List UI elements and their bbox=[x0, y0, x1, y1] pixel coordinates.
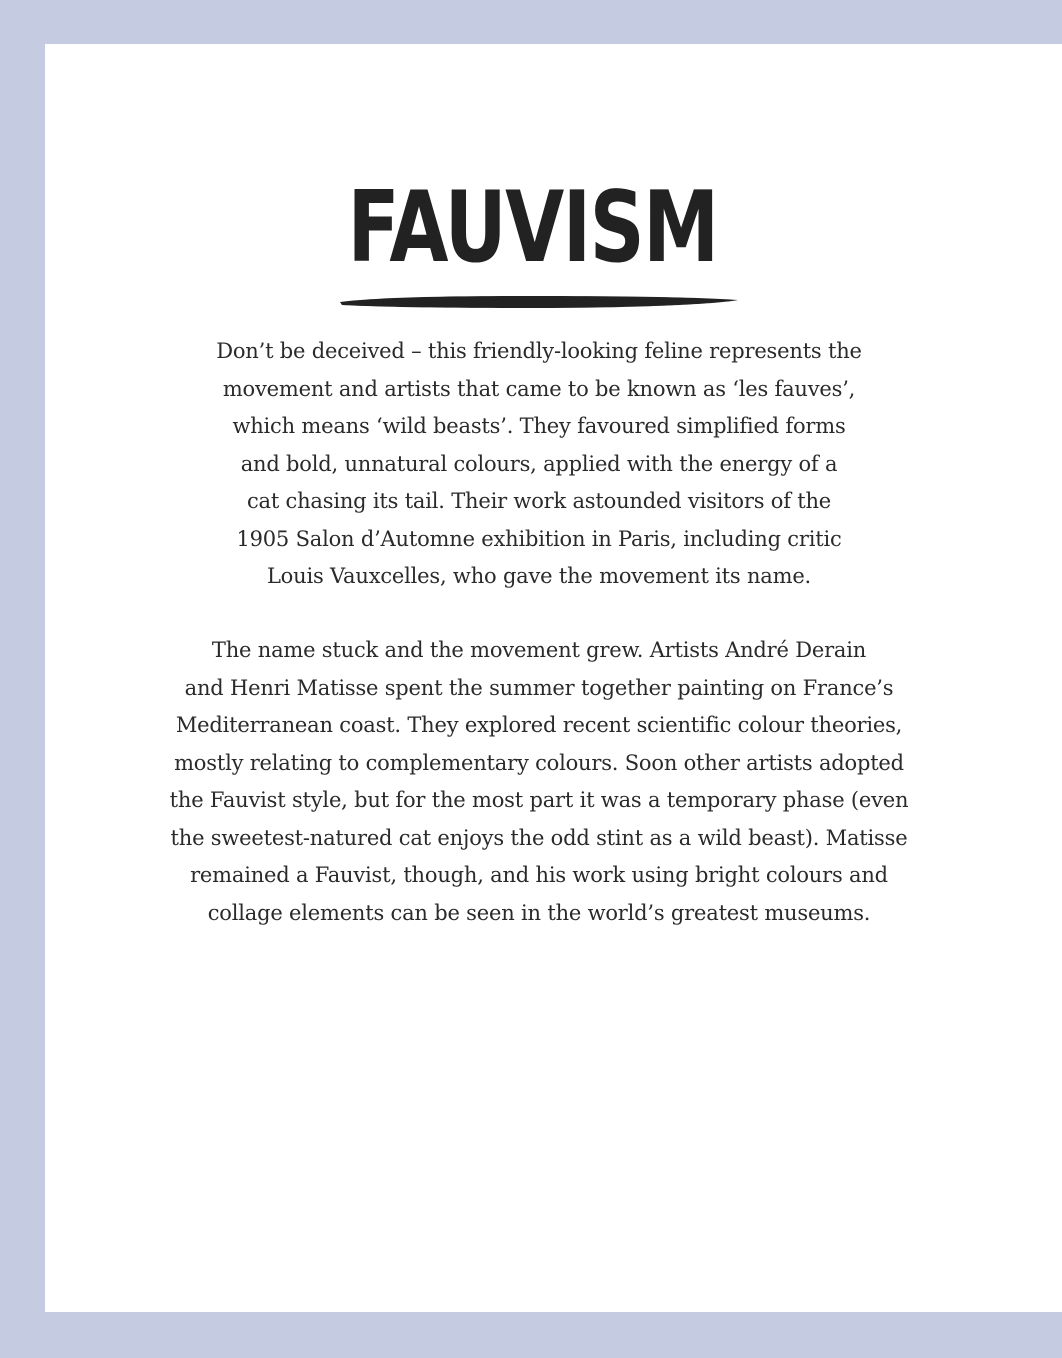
paragraph-line: 1905 Salon d’Automne exhibition in Paris, including critic bbox=[236, 526, 842, 551]
paragraph-line: Louis Vauxcelles, who gave the movement its name. bbox=[266, 564, 812, 588]
paragraph-line: Don’t be deceived – this friendly-looking feline represents the bbox=[216, 339, 862, 363]
paragraph-line: The name stuck and the movement grew. Artists André Derain bbox=[211, 638, 867, 662]
paragraph-line: which means ‘wild beasts’. They favoured simplified forms bbox=[232, 414, 846, 438]
history-paragraph bbox=[0, 632, 1062, 932]
paragraph-line: collage elements can be seen in the world’s greatest museums. bbox=[207, 900, 871, 925]
paragraph-line: mostly relating to complementary colours. Soon other artists adopted bbox=[174, 750, 904, 775]
paragraph-line: Mediterranean coast. They explored recent scientific colour theories, bbox=[175, 713, 903, 737]
paragraph-line: the sweetest-natured cat enjoys the odd stint as a wild beast). Matisse bbox=[170, 825, 908, 850]
intro-paragraph bbox=[0, 333, 1062, 596]
paragraph-line: and Henri Matisse spent the summer together painting on France’s bbox=[184, 675, 894, 700]
paragraph-line: the Fauvist style, but for the most part it was a temporary phase (even bbox=[169, 788, 909, 812]
paragraph-line: cat chasing its tail. Their work astounded visitors of the bbox=[246, 489, 832, 513]
paragraph-line: and bold, unnatural colours, applied with the energy of a bbox=[240, 451, 838, 476]
paragraph-line: remained a Fauvist, though, and his work using bright colours and bbox=[190, 863, 888, 887]
paragraph-line: movement and artists that came to be known as ‘les fauves’, bbox=[222, 376, 856, 401]
brush-stroke-underline-icon bbox=[338, 293, 740, 313]
page-title: FAUVISM bbox=[347, 171, 718, 285]
